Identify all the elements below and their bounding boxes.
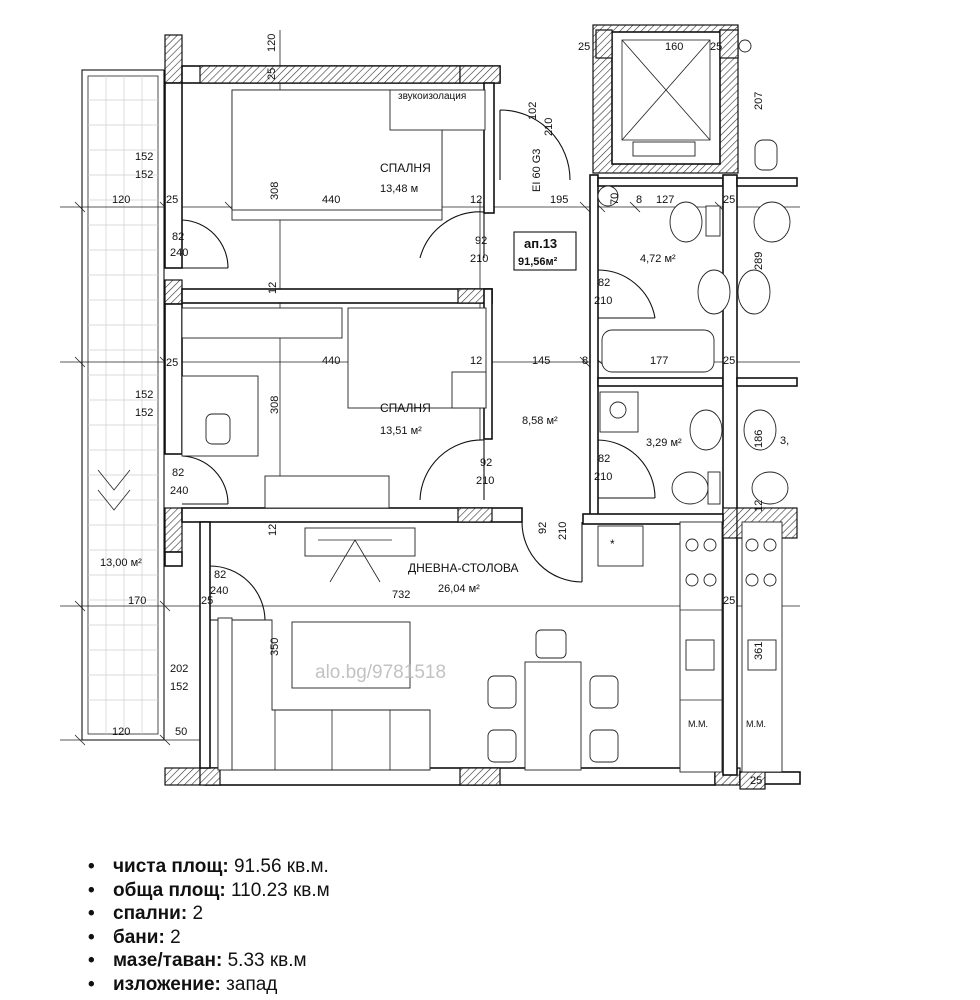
dim-label: 308 — [269, 181, 281, 200]
bedroom1-area: 13,48 м — [380, 183, 419, 195]
spec-label: мазе/таван: — [113, 950, 223, 971]
living-area: 26,04 м² — [438, 583, 480, 595]
spec-value: 2 — [187, 903, 204, 924]
dim-label: 25 — [166, 194, 179, 206]
spec-orientation — [88, 973, 330, 997]
dim-label: 25 — [710, 41, 723, 53]
spec-net-area — [88, 855, 330, 879]
mm-left-note: М.М. — [688, 719, 708, 729]
spec-label: бани: — [113, 926, 165, 948]
dim-label: 92 — [475, 235, 488, 247]
dim-label: 127 — [656, 194, 675, 206]
dim-label: 210 — [557, 521, 569, 540]
dim-label: 70 — [609, 192, 621, 205]
dim-label: 210 — [594, 471, 613, 483]
dim-label: 92 — [537, 521, 549, 534]
spec-bedrooms — [88, 902, 330, 926]
dim-label: 82 — [172, 231, 185, 243]
hall-area: 8,58 м² — [522, 415, 558, 427]
dim-label: 170 — [128, 595, 147, 607]
watermark: alo.bg/9781518 — [315, 662, 447, 683]
dim-label: 210 — [594, 295, 613, 307]
dim-label: 210 — [476, 475, 495, 487]
dim-label: 160 — [665, 41, 684, 53]
dim-label: 440 — [322, 194, 341, 206]
dim-label: 186 — [753, 429, 765, 448]
bath1-area: 4,72 м² — [640, 253, 676, 265]
dim-label: 12 — [753, 499, 765, 512]
dim-label: 8 — [582, 355, 589, 367]
spec-label: обща площ: — [113, 879, 226, 901]
living-name: ДНЕВНА-СТОЛОВА — [408, 561, 519, 575]
dim-label: 210 — [543, 117, 555, 136]
spec-label: спални: — [113, 903, 188, 924]
dim-label: 12 — [267, 281, 279, 294]
dim-label: 120 — [266, 33, 278, 52]
dim-label: 25 — [266, 67, 278, 80]
dim-label: 177 — [650, 355, 669, 367]
dim-label: 289 — [753, 251, 765, 270]
dim-label: 308 — [269, 395, 281, 414]
dim-label: 152 — [135, 389, 154, 401]
spec-value: 91.56 кв.м. — [228, 856, 329, 877]
dim-label: 195 — [550, 194, 569, 206]
dim-label: 152 — [135, 169, 154, 181]
dim-label: 92 — [480, 457, 493, 469]
dim-label: 240 — [170, 247, 189, 259]
neighbor-area: 3, — [780, 435, 790, 447]
dim-label: 82 — [214, 569, 227, 581]
dim-label: 240 — [170, 485, 189, 497]
dim-label: 25 — [723, 595, 736, 607]
dim-label: 25 — [166, 357, 179, 369]
spec-label: изложение: — [113, 973, 221, 995]
dim-label: 50 — [175, 726, 188, 738]
dim-label: 145 — [532, 355, 551, 367]
dim-label: 202 — [170, 663, 189, 675]
spec-label: чиста площ: — [113, 856, 229, 877]
dim-label: 350 — [269, 637, 281, 656]
dim-label: 102 — [527, 101, 539, 120]
dim-label: 732 — [392, 589, 411, 601]
dim-label: 12 — [267, 523, 279, 536]
spec-value: 5.33 кв.м — [222, 950, 307, 971]
sound-insulation-note: звукоизолация — [398, 91, 467, 102]
spec-value: 110.23 кв.м — [225, 879, 330, 901]
dim-label: 440 — [322, 355, 341, 367]
dim-label: 152 — [135, 407, 154, 419]
dim-label: 25 — [723, 194, 736, 206]
bath2-area: 3,29 м² — [646, 437, 682, 449]
dim-label: 12 — [470, 194, 483, 206]
fire-door-note: EI 60 G3 — [531, 148, 543, 192]
bedroom2-name: СПАЛНЯ — [380, 401, 431, 415]
spec-gross-area — [88, 879, 330, 903]
dim-label: 25 — [723, 355, 736, 367]
mm-right-note: М.М. — [746, 719, 766, 729]
dim-label: 120 — [112, 194, 131, 206]
dim-label: 361 — [753, 641, 765, 660]
terrace-area: 13,00 м² — [100, 557, 142, 569]
dim-label: 82 — [172, 467, 185, 479]
dim-label: 207 — [753, 91, 765, 110]
dim-label: 12 — [470, 355, 483, 367]
specs-list — [88, 855, 330, 996]
spec-value: 2 — [164, 926, 181, 948]
dim-label: 8 — [636, 194, 643, 206]
dim-label: 120 — [112, 726, 131, 738]
bedroom2-area: 13,51 м² — [380, 425, 422, 437]
dim-label: 82 — [598, 453, 611, 465]
bedroom1-name: СПАЛНЯ — [380, 161, 431, 175]
apartment-area: 91,56м² — [518, 256, 558, 268]
dim-label: 25 — [578, 41, 591, 53]
dim-label: 152 — [135, 151, 154, 163]
spec-value: запад — [220, 973, 278, 995]
dim-label: 240 — [210, 585, 229, 597]
apartment-label: ап.13 — [524, 236, 558, 251]
spec-bathrooms — [88, 926, 330, 950]
dim-label: 210 — [470, 253, 489, 265]
star-note: * — [610, 537, 615, 551]
spec-storage — [88, 949, 330, 973]
dim-label: 82 — [598, 277, 611, 289]
dim-label: 25 — [201, 595, 214, 607]
dim-label: 152 — [170, 681, 189, 693]
dim-label: 25 — [750, 775, 763, 787]
